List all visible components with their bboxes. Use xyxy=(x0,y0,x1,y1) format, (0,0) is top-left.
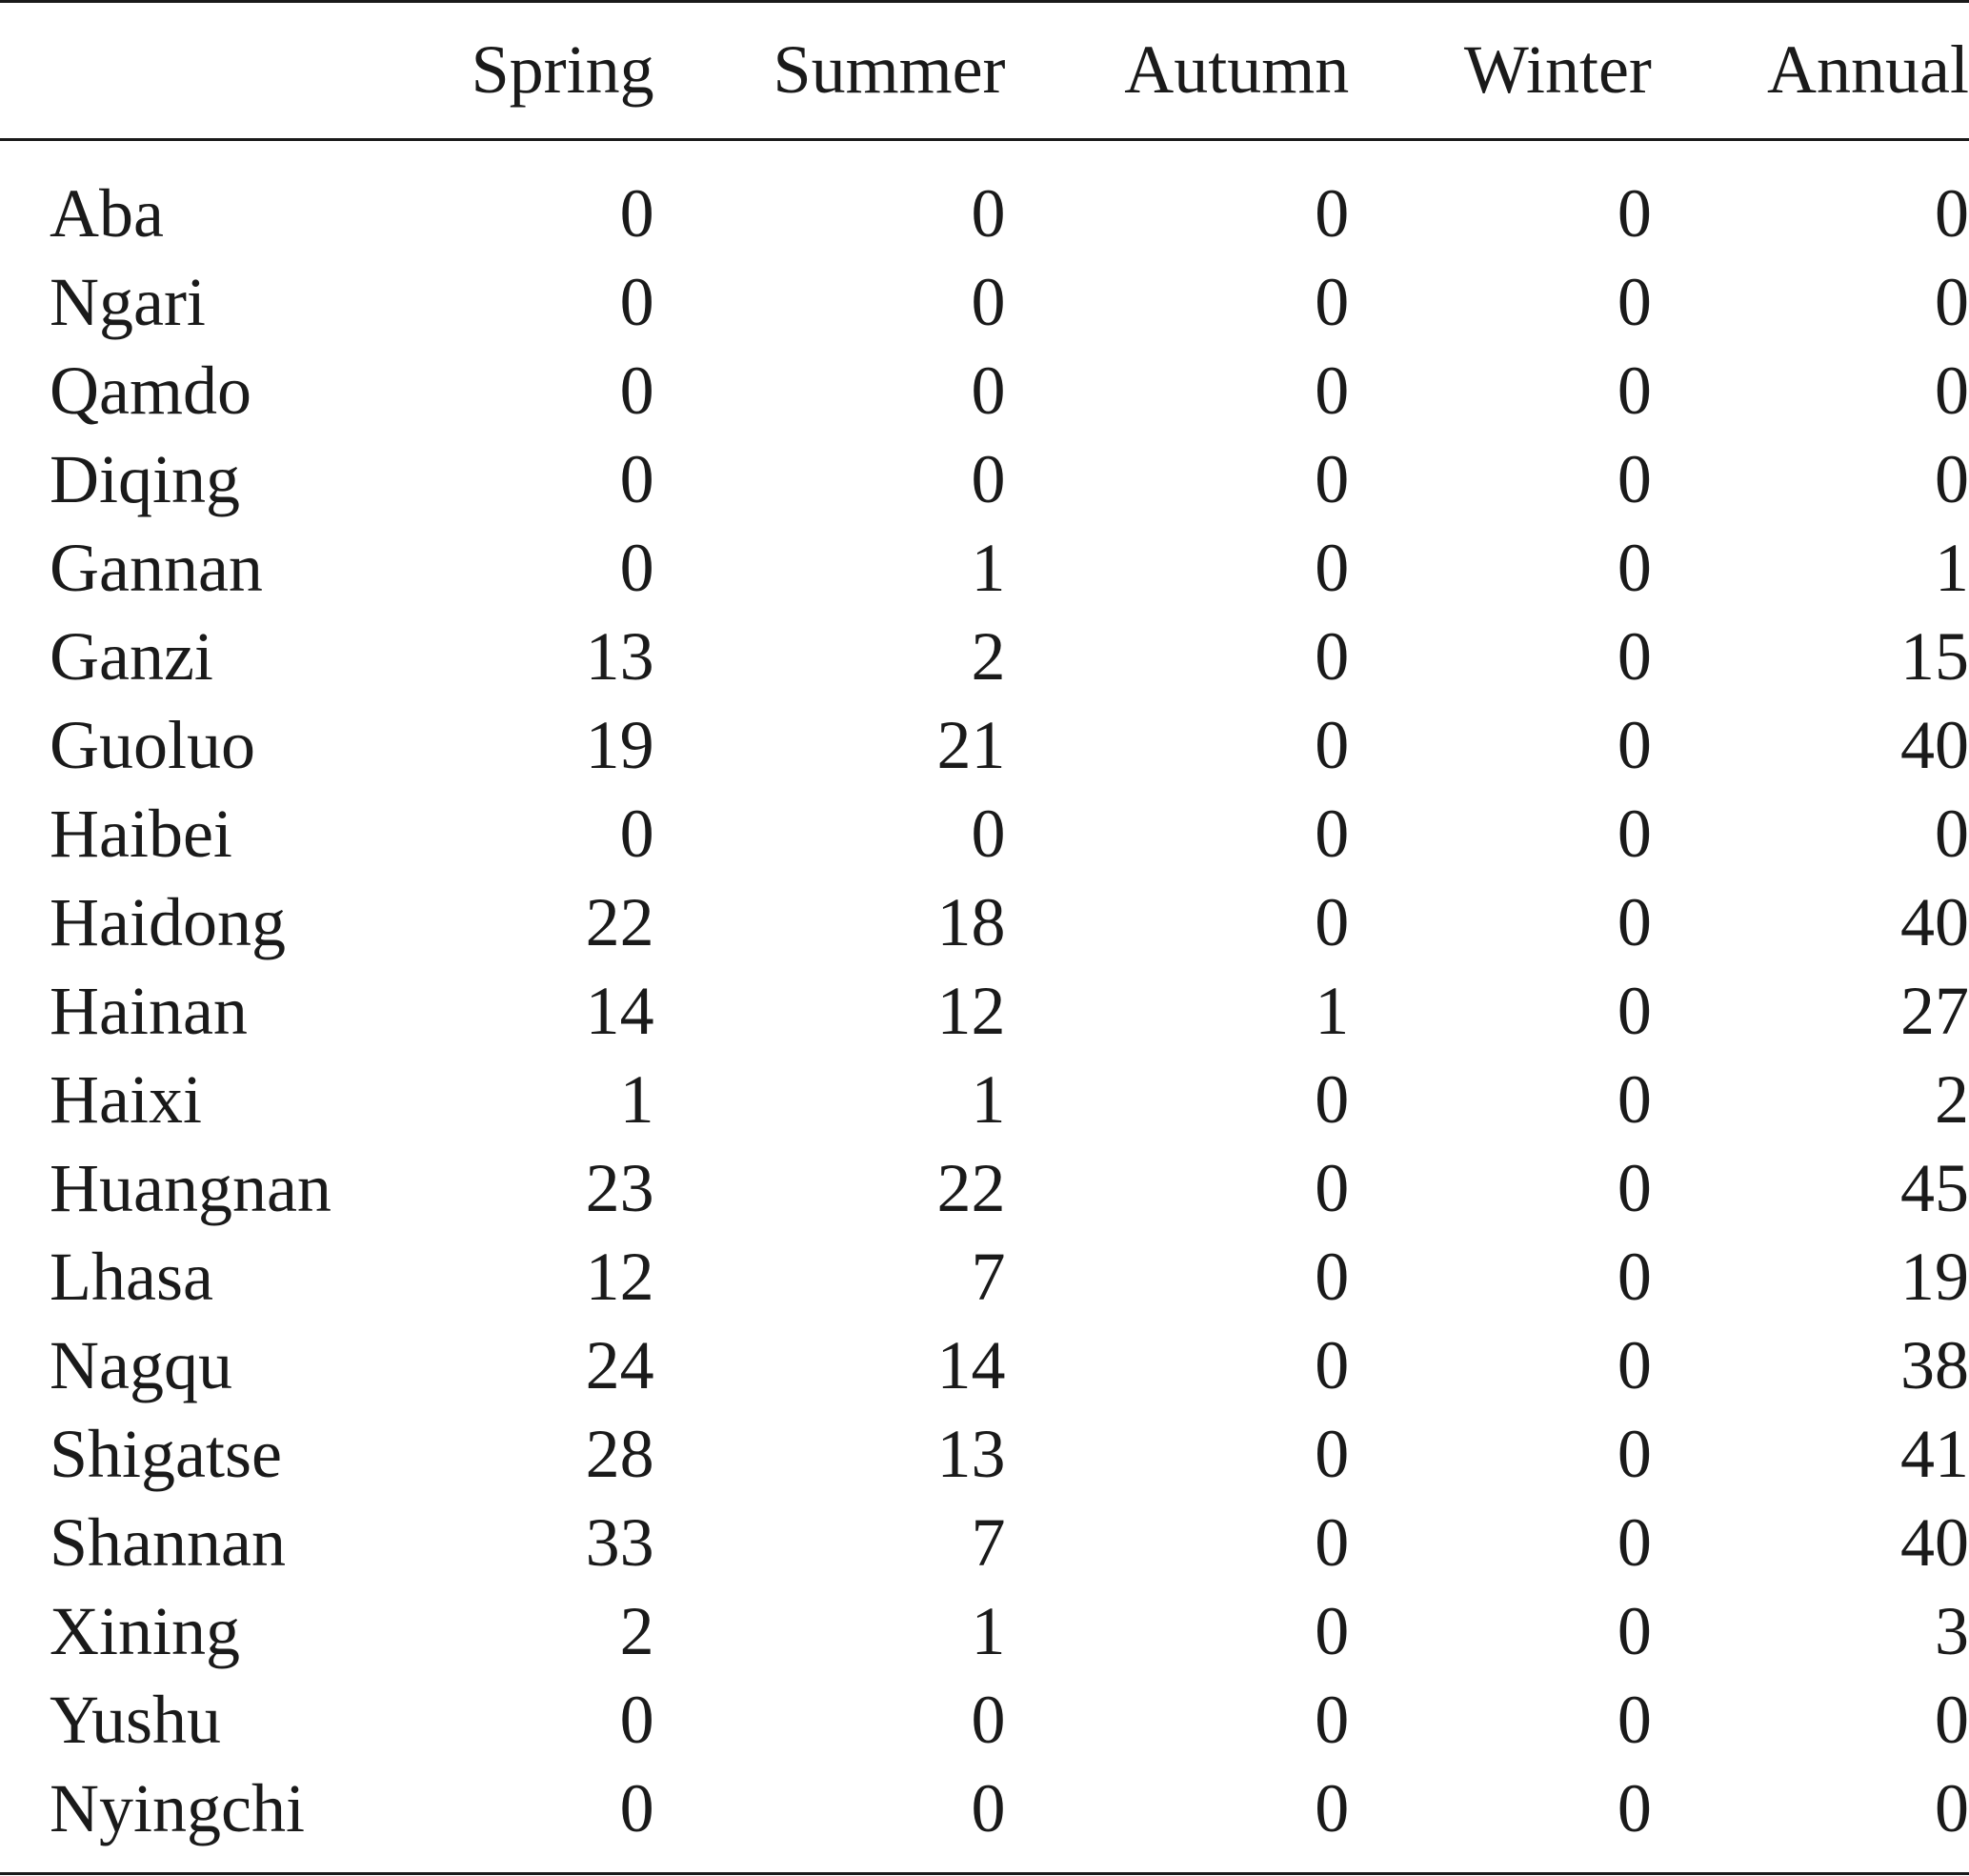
winter-value-cell: 0 xyxy=(1617,263,1652,340)
region-name-cell: Hainan xyxy=(50,972,248,1049)
table-row xyxy=(0,612,1969,700)
autumn-value-cell: 0 xyxy=(1315,1503,1350,1581)
region-name-cell: Qamdo xyxy=(50,352,251,429)
autumn-value-cell: 0 xyxy=(1315,1415,1350,1492)
table-row xyxy=(0,346,1969,434)
autumn-value-cell: 0 xyxy=(1315,883,1350,960)
spring-value-cell: 0 xyxy=(619,1769,654,1846)
spring-value-cell: 33 xyxy=(585,1503,654,1581)
table-row xyxy=(0,877,1969,966)
autumn-value-cell: 0 xyxy=(1315,352,1350,429)
summer-value-cell: 0 xyxy=(971,440,1006,517)
table-row xyxy=(0,789,1969,877)
column-header-region xyxy=(0,0,371,138)
table-row xyxy=(0,434,1969,523)
region-name-cell: Aba xyxy=(50,174,164,252)
winter-value-cell: 0 xyxy=(1617,529,1652,606)
winter-value-cell: 0 xyxy=(1617,1060,1652,1138)
region-name-cell: Nyingchi xyxy=(50,1769,305,1846)
bottom-rule xyxy=(0,1872,1969,1875)
table-row xyxy=(0,700,1969,789)
spring-value-cell: 23 xyxy=(585,1149,654,1226)
table-row xyxy=(0,1675,1969,1764)
table-row xyxy=(0,1143,1969,1232)
column-header-winter: Winter xyxy=(1463,30,1652,108)
autumn-value-cell: 0 xyxy=(1315,1060,1350,1138)
spring-value-cell: 0 xyxy=(619,174,654,252)
summer-value-cell: 0 xyxy=(971,174,1006,252)
region-name-cell: Ngari xyxy=(50,263,206,340)
summer-value-cell: 7 xyxy=(971,1238,1006,1315)
annual-value-cell: 3 xyxy=(1935,1592,1969,1669)
summer-value-cell: 1 xyxy=(971,1060,1006,1138)
spring-value-cell: 28 xyxy=(585,1415,654,1492)
column-header-summer: Summer xyxy=(773,30,1006,108)
winter-value-cell: 0 xyxy=(1617,440,1652,517)
autumn-value-cell: 0 xyxy=(1315,1769,1350,1846)
summer-value-cell: 14 xyxy=(936,1326,1006,1403)
table-row xyxy=(0,169,1969,257)
table-row xyxy=(0,1409,1969,1498)
autumn-value-cell: 0 xyxy=(1315,706,1350,783)
summer-value-cell: 0 xyxy=(971,1769,1006,1846)
autumn-value-cell: 0 xyxy=(1315,1326,1350,1403)
winter-value-cell: 0 xyxy=(1617,706,1652,783)
summer-value-cell: 12 xyxy=(936,972,1006,1049)
spring-value-cell: 0 xyxy=(619,1681,654,1758)
spring-value-cell: 24 xyxy=(585,1326,654,1403)
winter-value-cell: 0 xyxy=(1617,1503,1652,1581)
annual-value-cell: 45 xyxy=(1900,1149,1969,1226)
annual-value-cell: 0 xyxy=(1935,352,1969,429)
summer-value-cell: 0 xyxy=(971,1681,1006,1758)
summer-value-cell: 21 xyxy=(936,706,1006,783)
annual-value-cell: 40 xyxy=(1900,1503,1969,1581)
annual-value-cell: 40 xyxy=(1900,883,1969,960)
spring-value-cell: 1 xyxy=(619,1060,654,1138)
winter-value-cell: 0 xyxy=(1617,1238,1652,1315)
column-header-spring: Spring xyxy=(471,30,654,108)
winter-value-cell: 0 xyxy=(1617,1415,1652,1492)
region-name-cell: Shannan xyxy=(50,1503,286,1581)
summer-value-cell: 1 xyxy=(971,529,1006,606)
region-name-cell: Nagqu xyxy=(50,1326,232,1403)
annual-value-cell: 0 xyxy=(1935,1769,1969,1846)
annual-value-cell: 19 xyxy=(1900,1238,1969,1315)
winter-value-cell: 0 xyxy=(1617,1592,1652,1669)
table-top-spacer xyxy=(0,138,1969,169)
autumn-value-cell: 0 xyxy=(1315,795,1350,872)
spring-value-cell: 14 xyxy=(585,972,654,1049)
autumn-value-cell: 0 xyxy=(1315,1238,1350,1315)
winter-value-cell: 0 xyxy=(1617,617,1652,695)
spring-value-cell: 0 xyxy=(619,263,654,340)
autumn-value-cell: 0 xyxy=(1315,1681,1350,1758)
region-name-cell: Xining xyxy=(50,1592,241,1669)
autumn-value-cell: 0 xyxy=(1315,1592,1350,1669)
annual-value-cell: 15 xyxy=(1900,617,1969,695)
table-row xyxy=(0,523,1969,612)
annual-value-cell: 0 xyxy=(1935,174,1969,252)
spring-value-cell: 2 xyxy=(619,1592,654,1669)
summer-value-cell: 0 xyxy=(971,352,1006,429)
winter-value-cell: 0 xyxy=(1617,1769,1652,1846)
spring-value-cell: 0 xyxy=(619,440,654,517)
region-name-cell: Shigatse xyxy=(50,1415,282,1492)
autumn-value-cell: 0 xyxy=(1315,174,1350,252)
table-row xyxy=(0,1498,1969,1586)
table-row xyxy=(0,257,1969,346)
table-row xyxy=(0,1321,1969,1409)
autumn-value-cell: 0 xyxy=(1315,529,1350,606)
autumn-value-cell: 1 xyxy=(1315,972,1350,1049)
annual-value-cell: 0 xyxy=(1935,440,1969,517)
spring-value-cell: 0 xyxy=(619,529,654,606)
annual-value-cell: 0 xyxy=(1935,263,1969,340)
summer-value-cell: 0 xyxy=(971,795,1006,872)
column-header-autumn: Autumn xyxy=(1124,30,1350,108)
autumn-value-cell: 0 xyxy=(1315,617,1350,695)
winter-value-cell: 0 xyxy=(1617,795,1652,872)
region-name-cell: Lhasa xyxy=(50,1238,213,1315)
winter-value-cell: 0 xyxy=(1617,1681,1652,1758)
winter-value-cell: 0 xyxy=(1617,972,1652,1049)
header-row xyxy=(0,0,1969,138)
region-name-cell: Gannan xyxy=(50,529,263,606)
spring-value-cell: 19 xyxy=(585,706,654,783)
annual-value-cell: 0 xyxy=(1935,1681,1969,1758)
summer-value-cell: 18 xyxy=(936,883,1006,960)
winter-value-cell: 0 xyxy=(1617,174,1652,252)
region-name-cell: Ganzi xyxy=(50,617,213,695)
spring-value-cell: 13 xyxy=(585,617,654,695)
table-row xyxy=(0,1586,1969,1675)
table-row xyxy=(0,966,1969,1055)
annual-value-cell: 38 xyxy=(1900,1326,1969,1403)
summer-value-cell: 1 xyxy=(971,1592,1006,1669)
annual-value-cell: 27 xyxy=(1900,972,1969,1049)
region-name-cell: Haidong xyxy=(50,883,286,960)
spring-value-cell: 0 xyxy=(619,352,654,429)
region-name-cell: Huangnan xyxy=(50,1149,332,1226)
annual-value-cell: 41 xyxy=(1900,1415,1969,1492)
winter-value-cell: 0 xyxy=(1617,352,1652,429)
autumn-value-cell: 0 xyxy=(1315,1149,1350,1226)
spring-value-cell: 0 xyxy=(619,795,654,872)
region-name-cell: Haixi xyxy=(50,1060,202,1138)
summer-value-cell: 13 xyxy=(936,1415,1006,1492)
annual-value-cell: 1 xyxy=(1935,529,1969,606)
annual-value-cell: 0 xyxy=(1935,795,1969,872)
annual-value-cell: 2 xyxy=(1935,1060,1969,1138)
summer-value-cell: 7 xyxy=(971,1503,1006,1581)
summer-value-cell: 2 xyxy=(971,617,1006,695)
table-row xyxy=(0,1764,1969,1852)
summer-value-cell: 22 xyxy=(936,1149,1006,1226)
table-row xyxy=(0,1055,1969,1143)
summer-value-cell: 0 xyxy=(971,263,1006,340)
winter-value-cell: 0 xyxy=(1617,883,1652,960)
winter-value-cell: 0 xyxy=(1617,1149,1652,1226)
table-row xyxy=(0,1232,1969,1321)
region-name-cell: Haibei xyxy=(50,795,232,872)
table-body xyxy=(0,138,1969,1852)
region-name-cell: Diqing xyxy=(50,440,241,517)
region-name-cell: Yushu xyxy=(50,1681,222,1758)
annual-value-cell: 40 xyxy=(1900,706,1969,783)
winter-value-cell: 0 xyxy=(1617,1326,1652,1403)
column-header-annual: Annual xyxy=(1767,30,1969,108)
region-name-cell: Guoluo xyxy=(50,706,255,783)
autumn-value-cell: 0 xyxy=(1315,263,1350,340)
autumn-value-cell: 0 xyxy=(1315,440,1350,517)
spring-value-cell: 22 xyxy=(585,883,654,960)
spring-value-cell: 12 xyxy=(585,1238,654,1315)
